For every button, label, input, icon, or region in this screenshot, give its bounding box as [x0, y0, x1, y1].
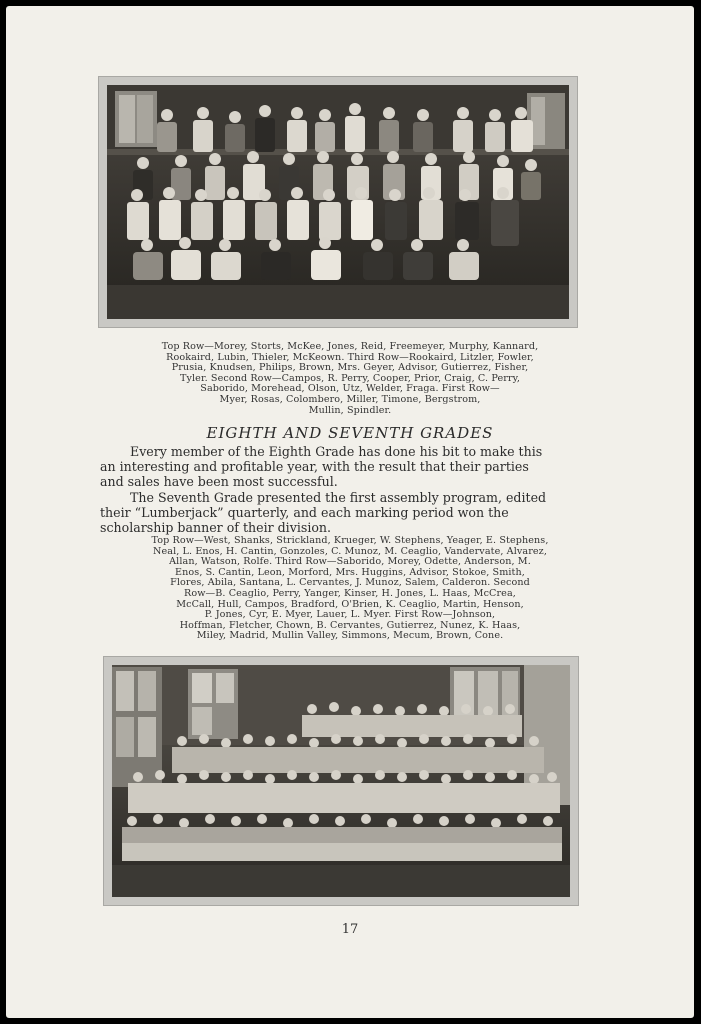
- caption-line: Prusia, Knudsen, Philips, Brown, Mrs. Geyer, Advisor, Gutierrez, Fisher,: [171, 362, 529, 374]
- paragraph-line: scholarship banner of their division.: [100, 520, 332, 536]
- caption-line: Saborido, Morehead, Olson, Utz, Welder, Fraga. First Row—: [200, 383, 500, 395]
- caption-line: McCall, Hull, Campos, Bradford, O'Brien, K. Ceaglio, Martin, Henson,: [176, 598, 524, 610]
- caption-line: Hoffman, Fletcher, Chown, B. Cervantes, Gutierrez, Nunez, K. Haas,: [179, 619, 521, 631]
- caption-line: Neal, L. Enos, H. Cantin, Gonzoles, C. Munoz, M. Ceaglio, Vandervate, Alvarez,: [153, 545, 547, 557]
- paragraph-line: The Seventh Grade presented the first assembly program, edited: [130, 489, 547, 505]
- seventh-grade-group-photo: [112, 665, 570, 897]
- caption-line: Flores, Abila, Santana, L. Cervantes, J. Munoz, Salem, Calderon. Second: [170, 577, 530, 589]
- caption-line: Myer, Rosas, Colombero, Miller, Timone, Bergstrom,: [219, 393, 481, 405]
- yearbook-page: [6, 6, 694, 1018]
- caption-line: Top Row—West, Shanks, Strickland, Krueger, W. Stephens, Yeager, E. Stephens,: [151, 535, 549, 546]
- page-number: 17: [341, 922, 359, 937]
- caption-line: Miley, Madrid, Mullin Valley, Simmons, Mecum, Brown, Cone.: [196, 630, 504, 642]
- paragraph-line: Every member of the Eighth Grade has done his bit to make this: [130, 444, 543, 459]
- section-heading: EIGHTH AND SEVENTH GRADES: [206, 424, 494, 442]
- group-photo-image-bottom: [112, 665, 570, 897]
- caption-line: Tyler. Second Row—Campos, R. Perry, Cooper, Prior, Craig, C. Perry,: [180, 372, 520, 384]
- caption-line: P. Jones, Cyr, E. Myer, Lauer, L. Myer. First Row—Johnson,: [204, 609, 496, 621]
- section-body-text: [100, 444, 600, 535]
- group-photo-image-top: [107, 85, 569, 319]
- paragraph-line: and sales have been most successful.: [100, 474, 338, 490]
- caption-line: Enos, S. Cantin, Leon, Morford, Mrs. Huggins, Advisor, Stokoe, Smith,: [175, 566, 525, 578]
- seventh-grade-photo-frame: [103, 656, 579, 906]
- eighth-grade-group-photo: [107, 85, 569, 319]
- caption-line: Top Row—Morey, Storts, McKee, Jones, Reid, Freemeyer, Murphy, Kannard,: [161, 341, 539, 352]
- caption-line: Row—B. Ceaglio, Perry, Yanger, Kinser, H. Jones, L. Haas, McCrea,: [184, 587, 516, 599]
- caption-line: Mullin, Spindler.: [308, 404, 392, 416]
- caption-line: Allan, Watson, Rolfe. Third Row—Saborido, Morey, Odette, Anderson, M.: [169, 556, 531, 568]
- caption-line: Rookaird, Lubin, Thieler, McKeown. Third Row—Rookaird, Litzler, Fowler,: [166, 351, 534, 363]
- seventh-grade-photo-caption: [66, 536, 634, 642]
- paragraph-line: their “Lumberjack” quarterly, and each marking period won the: [100, 504, 509, 520]
- eighth-grade-photo-caption: [66, 342, 634, 416]
- eighth-grade-photo-frame: [98, 76, 578, 328]
- paragraph-line: an interesting and profitable year, with the result that their parties: [100, 459, 529, 475]
